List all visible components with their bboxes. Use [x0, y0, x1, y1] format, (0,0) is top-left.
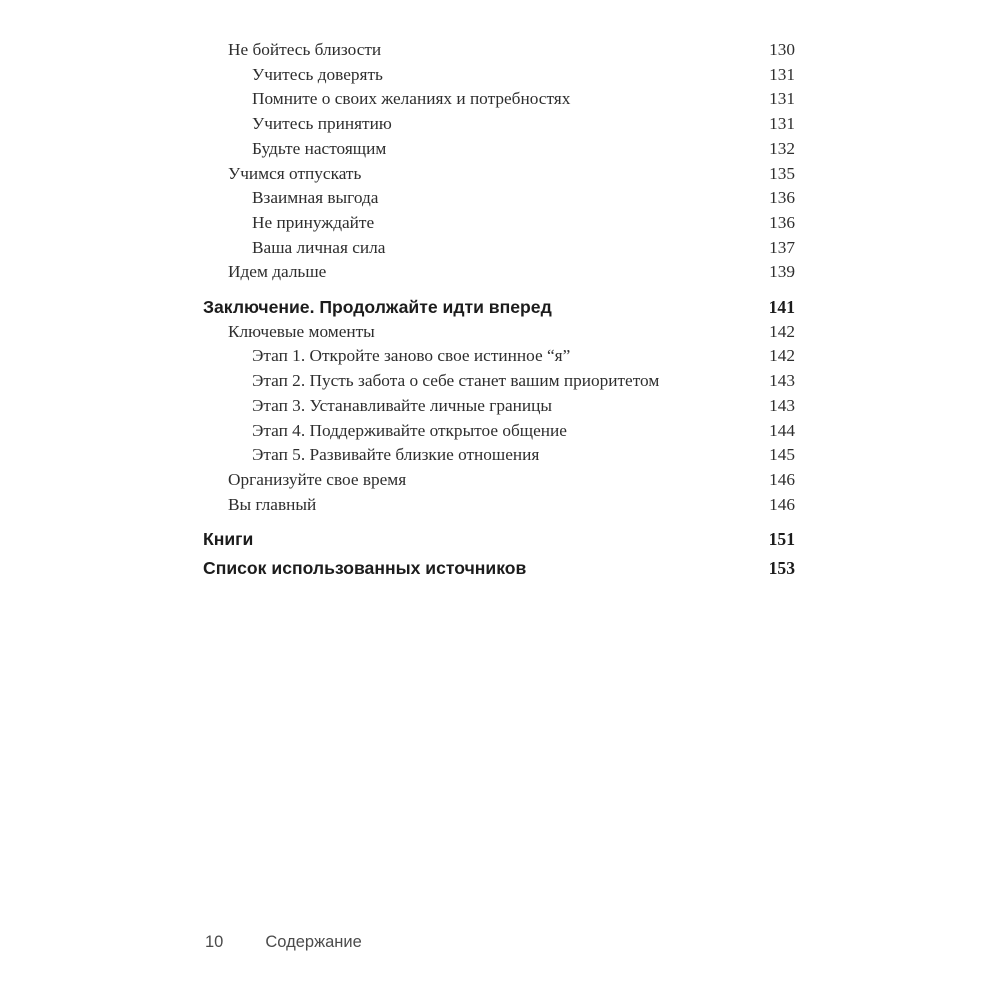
footer-page-number: 10	[205, 933, 224, 951]
toc-entry-page-number: 151	[768, 529, 795, 550]
toc-entry	[203, 419, 795, 444]
toc-entry	[203, 211, 795, 236]
toc-entry-title: Этап 1. Откройте заново свое истинное “я”	[252, 346, 571, 366]
toc-entry	[203, 137, 795, 162]
toc-entry-page-number: 135	[769, 163, 795, 183]
toc-entry-title: Будьте настоящим	[252, 138, 387, 158]
toc-entry-title: Учитесь принятию	[252, 114, 392, 134]
toc-entry-page-number: 146	[769, 494, 795, 514]
toc-entry-page-number: 131	[769, 89, 795, 109]
toc-entry-title: Учитесь доверять	[252, 64, 383, 84]
toc-entry	[203, 236, 795, 261]
toc-entry-page-number: 132	[769, 138, 795, 158]
toc-entry-title: Помните о своих желаниях и потребностях	[252, 89, 571, 109]
toc-entry	[203, 186, 795, 211]
toc-entry	[203, 260, 795, 285]
table-of-contents	[203, 38, 795, 581]
toc-entry-page-number: 143	[769, 371, 795, 391]
toc-entry-title: Учимся отпускать	[228, 163, 362, 183]
toc-entry-page-number: 143	[769, 395, 795, 415]
toc-entry-page-number: 142	[769, 346, 795, 366]
toc-entry-page-number: 153	[768, 558, 795, 579]
toc-entry-title: Взаимная выгода	[252, 188, 379, 208]
toc-entry	[203, 394, 795, 419]
toc-entry	[203, 468, 795, 493]
toc-entry-page-number: 142	[769, 321, 795, 341]
toc-entry-title: Заключение. Продолжайте идти вперед	[203, 297, 552, 318]
toc-entry-title: Этап 2. Пусть забота о себе станет вашим приоритетом	[252, 371, 660, 391]
toc-entry-page-number: 131	[769, 114, 795, 134]
toc-entry-title: Вы главный	[228, 494, 317, 514]
toc-entry-title: Организуйте свое время	[228, 469, 407, 489]
toc-entry-title: Этап 3. Устанавливайте личные границы	[252, 395, 553, 415]
toc-entry-page-number: 146	[769, 469, 795, 489]
toc-entry-page-number: 144	[769, 420, 795, 440]
toc-entry	[203, 344, 795, 369]
toc-entry	[203, 556, 795, 581]
toc-entry	[203, 443, 795, 468]
toc-entry-page-number: 136	[769, 188, 795, 208]
toc-entry	[203, 493, 795, 518]
toc-entry-title: Идем дальше	[228, 262, 327, 282]
toc-entry-page-number: 145	[769, 445, 795, 465]
toc-entry	[203, 527, 795, 552]
toc-entry-title: Не принуждайте	[252, 212, 375, 232]
footer-section-label: Содержание	[265, 933, 362, 951]
toc-entry	[203, 162, 795, 187]
toc-entry-page-number: 136	[769, 212, 795, 232]
toc-entry-title: Этап 4. Поддерживайте открытое общение	[252, 420, 567, 440]
toc-entry-title: Ключевые моменты	[228, 321, 375, 341]
toc-entry	[203, 87, 795, 112]
toc-entry	[203, 295, 795, 320]
toc-entry	[203, 369, 795, 394]
toc-entry-title: Книги	[203, 529, 254, 550]
toc-entry	[203, 112, 795, 137]
toc-entry-title: Список использованных источников	[203, 558, 527, 579]
toc-entry-title: Ваша личная сила	[252, 237, 386, 257]
toc-entry-page-number: 141	[768, 297, 795, 318]
toc-entry-page-number: 130	[769, 40, 795, 59]
toc-entry	[203, 63, 795, 88]
toc-entry	[203, 320, 795, 345]
toc-entry-page-number: 131	[769, 64, 795, 84]
toc-entry-page-number: 137	[769, 237, 795, 257]
toc-entry-title: Не бойтесь близости	[228, 40, 382, 59]
toc-entry-page-number: 139	[769, 262, 795, 282]
page-footer	[205, 933, 362, 952]
toc-entry-title: Этап 5. Развивайте близкие отношения	[252, 445, 540, 465]
toc-entry	[203, 38, 795, 63]
